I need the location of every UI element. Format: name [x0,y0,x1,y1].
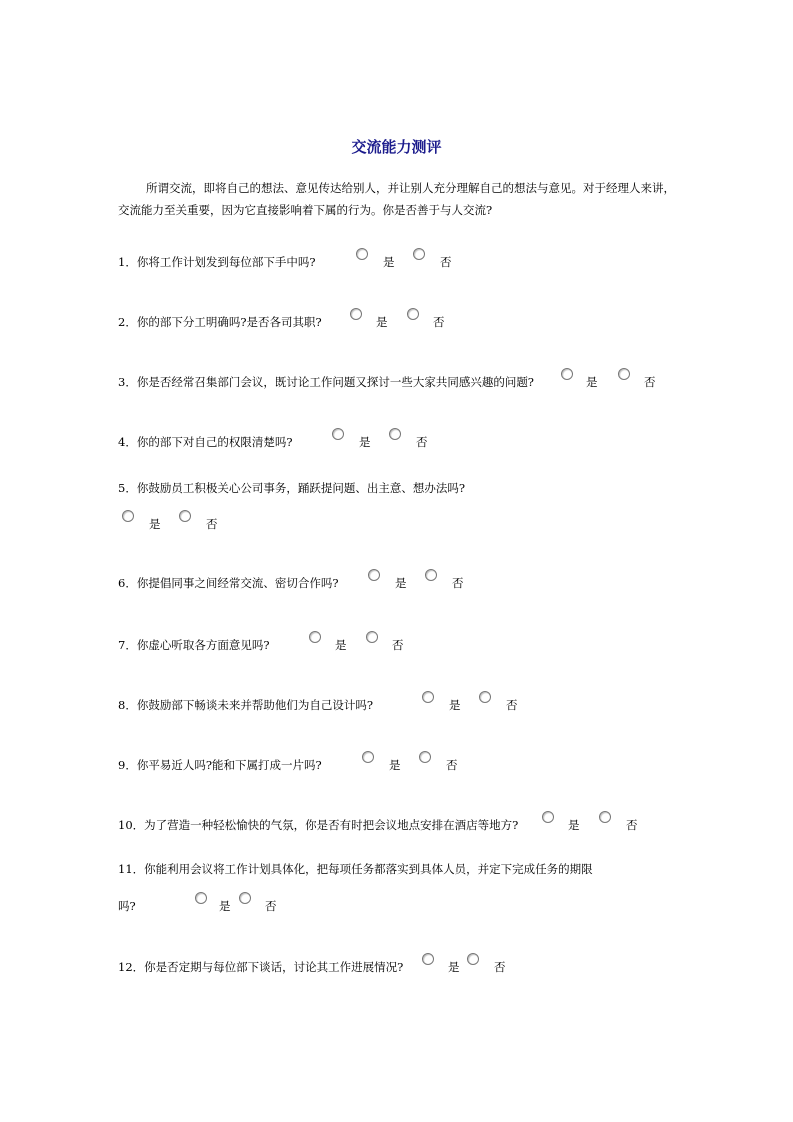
q4-no-label: 否 [416,435,428,449]
q11-no-radio[interactable] [239,892,251,904]
q9-yes-radio[interactable] [362,751,374,763]
q6-no-radio[interactable] [425,569,437,581]
q11-yes-label: 是 [219,899,231,913]
q3-yes-label: 是 [586,375,598,389]
question-3: 3．你是否经常召集部门会议，既讨论工作问题又探讨一些大家共同感兴趣的问题? [118,375,534,389]
q2-yes-label: 是 [376,315,388,329]
question-5: 5．你鼓励员工积极关心公司事务，踊跃提问题、出主意、想办法吗? [118,481,465,495]
q12-yes-label: 是 [448,960,460,974]
q10-no-radio[interactable] [599,811,611,823]
q5-no-radio[interactable] [179,510,191,522]
q12-no-radio[interactable] [467,953,479,965]
q10-yes-radio[interactable] [542,811,554,823]
q3-no-label: 否 [644,375,656,389]
q1-no-radio[interactable] [413,248,425,260]
question-2: 2．你的部下分工明确吗?是否各司其职? [118,315,322,329]
question-9: 9．你平易近人吗?能和下属打成一片吗? [118,758,322,772]
q12-yes-radio[interactable] [422,953,434,965]
q11-no-label: 否 [265,899,277,913]
q7-no-radio[interactable] [366,631,378,643]
question-6: 6．你提倡同事之间经常交流、密切合作吗? [118,576,339,590]
question-12: 12．你是否定期与每位部下谈话，讨论其工作进展情况? [118,960,404,974]
q9-yes-label: 是 [389,758,401,772]
q4-yes-label: 是 [359,435,371,449]
q9-no-label: 否 [446,758,458,772]
q6-yes-label: 是 [395,576,407,590]
q2-yes-radio[interactable] [350,308,362,320]
question-4: 4．你的部下对自己的权限清楚吗? [118,435,293,449]
q5-yes-radio[interactable] [122,510,134,522]
page-title: 交流能力测评 [351,138,442,156]
q9-no-radio[interactable] [419,751,431,763]
q8-no-label: 否 [506,698,518,712]
q10-yes-label: 是 [568,818,580,832]
q10-no-label: 否 [626,818,638,832]
q2-no-radio[interactable] [407,308,419,320]
q5-no-label: 否 [206,517,218,531]
question-10: 10．为了营造一种轻松愉快的气氛，你是否有时把会议地点安排在酒店等地方? [118,818,519,832]
q8-yes-radio[interactable] [422,691,434,703]
q1-yes-label: 是 [383,255,395,269]
question-11-continuation: 吗? [118,899,136,913]
q3-no-radio[interactable] [618,368,630,380]
q4-yes-radio[interactable] [332,428,344,440]
q2-no-label: 否 [433,315,445,329]
q8-yes-label: 是 [449,698,461,712]
q8-no-radio[interactable] [479,691,491,703]
q1-yes-radio[interactable] [356,248,368,260]
q12-no-label: 否 [494,960,506,974]
q7-yes-radio[interactable] [309,631,321,643]
question-7: 7．你虚心听取各方面意见吗? [118,638,270,652]
q3-yes-radio[interactable] [561,368,573,380]
question-8: 8．你鼓励部下畅谈未来并帮助他们为自己设计吗? [118,698,373,712]
q6-no-label: 否 [452,576,464,590]
q11-yes-radio[interactable] [195,892,207,904]
question-11: 11．你能利用会议将工作计划具体化，把每项任务都落实到具体人员，并定下完成任务的期限 [118,862,593,876]
q7-no-label: 否 [392,638,404,652]
q4-no-radio[interactable] [389,428,401,440]
q7-yes-label: 是 [335,638,347,652]
intro-paragraph: 所谓交流，即将自己的想法、意见传达给别人，并让别人充分理解自己的想法与意见。对于经理人来讲，交流能力至关重要，因为它直接影响着下属的行为。你是否善于与人交流? [118,181,675,217]
q1-no-label: 否 [440,255,452,269]
question-1: 1．你将工作计划发到每位部下手中吗? [118,255,316,269]
q5-yes-label: 是 [149,517,161,531]
q6-yes-radio[interactable] [368,569,380,581]
